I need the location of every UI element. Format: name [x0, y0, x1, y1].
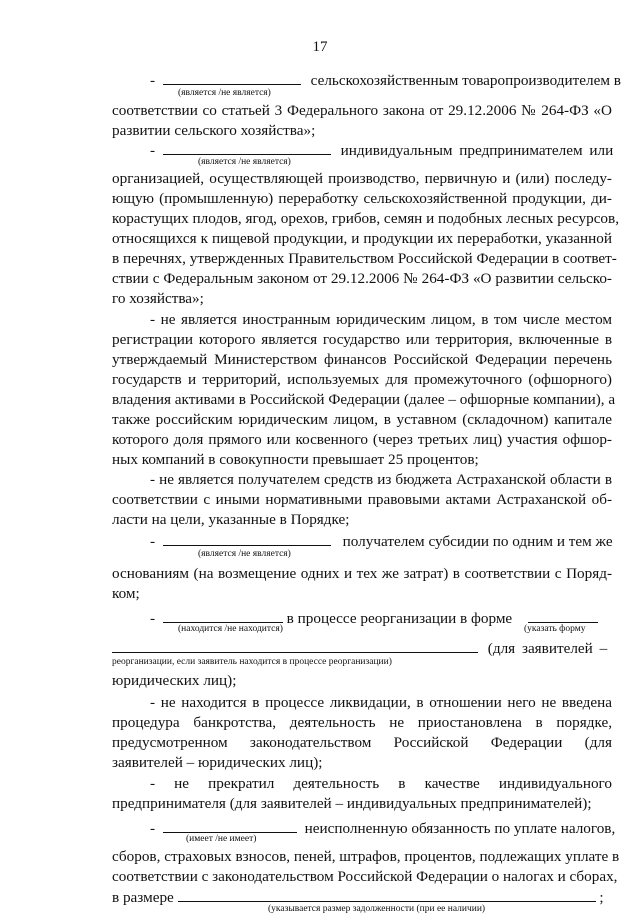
- text-line: регистрации которого является государство или территория, включенные в: [112, 331, 612, 348]
- text-line: го хозяйства»;: [112, 290, 204, 307]
- field-caption: (находится /не находится): [178, 624, 283, 634]
- text-line: относящихся к пищевой продукции, и продукции их переработки, указанной: [112, 230, 612, 247]
- field-caption: (является /не является): [198, 549, 291, 559]
- field-text: в процессе реорганизации в форме: [286, 610, 513, 627]
- text-line: ласти на цели, указанные в Порядке;: [112, 511, 350, 528]
- text-line: - не прекратил деятельность в качестве индивидуального: [150, 775, 612, 792]
- text-line: корастущих плодов, ягод, орехов, грибов, семян и подобных лесных ресурсов,: [112, 210, 619, 227]
- text-line: процедура банкротства, деятельность не приостановлена в порядке,: [112, 714, 612, 731]
- dash: -: [150, 72, 156, 89]
- entrepreneur-status-blank[interactable]: [163, 140, 331, 155]
- text-line: сборов, страховых взносов, пеней, штрафов, процентов, подлежащих уплате в: [112, 848, 620, 865]
- subsidy-status-blank[interactable]: [163, 531, 331, 546]
- debt-amount-blank[interactable]: [178, 887, 596, 902]
- field-line: [112, 638, 612, 659]
- dash: -: [150, 142, 156, 159]
- reorganization-form-continued-blank[interactable]: [112, 638, 478, 653]
- text-line: государств и территорий, используемых для промежуточного (офшорного): [112, 371, 612, 388]
- text-line: предпринимателя (для заявителей – индивидуальных предпринимателей);: [112, 795, 592, 812]
- field-text: ;: [599, 889, 604, 906]
- text-line: соответствии со статьей 3 Федерального закона от 29.12.2006 № 264-ФЗ «О: [112, 102, 612, 119]
- text-line: организацией, осуществляющей производство, первичную и (или) последу-: [112, 170, 612, 187]
- text-line: - не находится в процессе ликвидации, в отношении него не введена: [150, 694, 612, 711]
- field-text: индивидуальным предпринимателем или: [340, 142, 614, 159]
- text-line: основаниям (на возмещение одних и тех же затрат) в соответствии с Поряд-: [112, 565, 612, 582]
- field-caption: (указать форму: [524, 624, 586, 634]
- text-line: развитии сельского хозяйства»;: [112, 122, 316, 139]
- dash: -: [150, 610, 156, 627]
- field-text: в размере: [112, 889, 174, 906]
- field-caption: (является /не является): [198, 157, 291, 167]
- field-caption: реорганизации, если заявитель находится в процессе реорганизации): [112, 657, 392, 667]
- text-line: - не является получателем средств из бюджета Астраханской области в: [150, 471, 612, 488]
- text-line: соответствии с иными нормативными правовыми актами Астраханской об-: [112, 491, 612, 508]
- reorganization-status-blank[interactable]: [163, 608, 283, 623]
- field-text: получателем субсидии по одним и тем же: [342, 533, 613, 550]
- text-line: ющую (промышленную) переработку сельскохозяйственной продукции, ди-: [112, 190, 612, 207]
- producer-status-blank[interactable]: [163, 70, 301, 85]
- field-text: сельскохозяйственным товаропроизводителем в: [310, 72, 621, 89]
- field-caption: (указывается размер задолженности (при ее наличии): [268, 904, 486, 914]
- dash: -: [150, 820, 156, 837]
- text-line: заявителей – юридических лиц);: [112, 754, 323, 771]
- text-line: ных компаний в совокупности превышает 25 процентов;: [112, 451, 479, 468]
- text-line: также российским юридическим лицом, в уставном (складочном) капитале: [112, 411, 612, 428]
- text-line: в перечнях, утвержденных Правительством Российской Федерации в соответ-: [112, 250, 617, 267]
- text-line: утверждаемый Министерством финансов Российской Федерации перечень: [112, 351, 612, 368]
- page-number: 17: [312, 39, 328, 55]
- field-text: неисполненную обязанность по уплате налогов,: [304, 820, 616, 837]
- field-caption: (имеет /не имеет): [186, 834, 257, 844]
- text-line: ствии с Федеральным законом от 29.12.2006 № 264-ФЗ «О развитии сельско-: [112, 270, 612, 287]
- field-caption: (является /не является): [178, 88, 271, 98]
- text-line: которого доля прямого или косвенного (через третьих лиц) участия офшор-: [112, 431, 612, 448]
- reorganization-form-blank[interactable]: [528, 608, 598, 623]
- field-text: (для заявителей –: [487, 640, 608, 657]
- text-line: соответствии с законодательством Российской Федерации о налогах и сборах,: [112, 868, 618, 885]
- dash: -: [150, 533, 156, 550]
- tax-debt-status-blank[interactable]: [163, 818, 297, 833]
- text-line: владения активами в Российской Федерации (далее – офшорные компании), а: [112, 391, 616, 408]
- text-line: - не является иностранным юридическим лицом, в том числе местом: [150, 311, 612, 328]
- text-line: предусмотренном законодательством Российской Федерации (для: [112, 734, 612, 751]
- text-line: ком;: [112, 585, 140, 602]
- text-line: юридических лиц);: [112, 672, 237, 689]
